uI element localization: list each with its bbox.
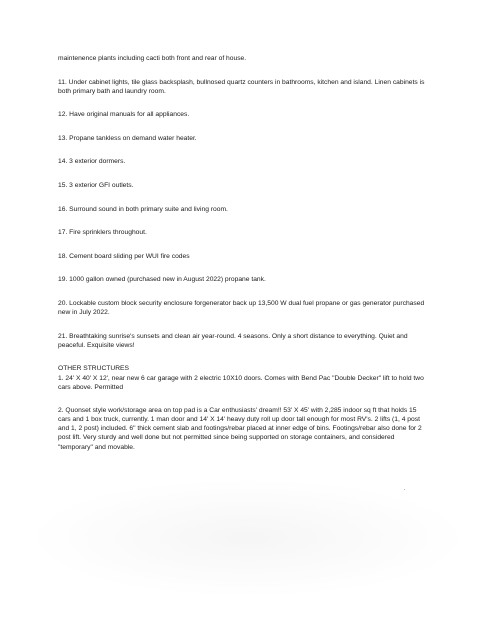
other-structures-heading: OTHER STRUCTURES bbox=[58, 365, 129, 373]
item-15: 15. 3 exterior GFI outlets. bbox=[58, 182, 134, 190]
item-19: 19. 1000 gallon owned (purchased new in August 2022) propane tank. bbox=[58, 276, 266, 284]
item-11: 11. Under cabinet lights, tile glass backsplash, bullnosed quartz counters in bathrooms, kitchen and island. Linen cabinets is both primary bath and laundry room. bbox=[58, 78, 425, 95]
item-16: 16. Surround sound in both primary suite and living room. bbox=[58, 205, 228, 213]
item-17: 17. Fire sprinklers throughout. bbox=[58, 229, 147, 237]
structure-item-1: 1. 24' X 40' X 12', near new 6 car garage with 2 electric 10X10 doors. Comes with Bend Pac "Double Decker" lift to hold two cars above. Permitted bbox=[58, 374, 424, 391]
paragraph-maintenance: maintenence plants including cacti both front and rear of house. bbox=[58, 55, 247, 62]
item-20: 20. Lockable custom block security enclosure forgenerator back up 13,500 W dual fuel propane or gas generator purchased new in July 2022. bbox=[58, 300, 425, 317]
scan-speck bbox=[404, 489, 405, 490]
item-12: 12. Have original manuals for all appliances. bbox=[58, 111, 190, 119]
item-18: 18. Cement board sliding per WUI fire codes bbox=[58, 252, 190, 260]
scan-shading bbox=[28, 478, 468, 598]
item-14: 14. 3 exterior dormers. bbox=[58, 158, 126, 166]
item-13: 13. Propane tankless on demand water heater. bbox=[58, 134, 197, 142]
document-body bbox=[58, 54, 430, 452]
item-21: 21. Breathtaking sunrise's sunsets and clean air year-round. 4 seasons. Only a short distance to everything. Quiet and peaceful. Exquisite views! bbox=[58, 332, 408, 349]
structure-item-2: 2. Quonset style work/storage area on top pad is a Car enthusiasts' dream!! 53' X 45' with 2,285 indoor sq ft that holds 15 cars and 1 box truck, currently. 1 man door and 14' X 14' heavy duty roll up door tall enough for most RV's. 2 lifts (1, 4 post and 1, 2 post) included. 6" thick cement slab and footings/rebar placed at inner edge of bins. Footings/rebar also done for 2 post lift. Very sturdy and well done but not permitted since being supported on storage containers, and considered "temporary" and movable. bbox=[58, 407, 422, 451]
